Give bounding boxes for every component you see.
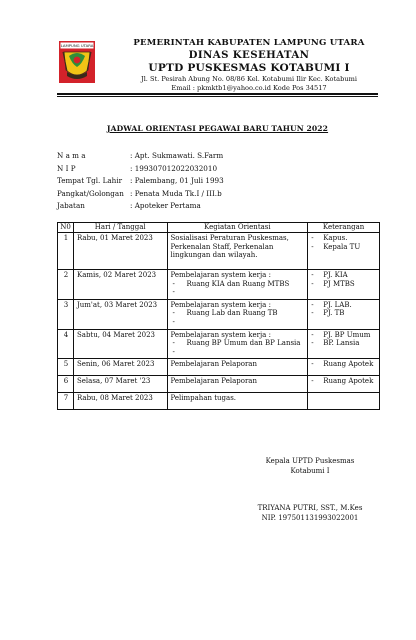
table-row: [58, 329, 380, 359]
header-rule-thin: [57, 96, 378, 97]
note-item: - Ruang Apotek: [311, 377, 374, 386]
identity-row-position: [57, 200, 378, 213]
row-activity: Pembelajaran Pelaporan: [167, 359, 308, 376]
row-notes: [308, 359, 380, 376]
letterhead: [104, 38, 394, 92]
col-header-notes: Keterangan: [308, 223, 380, 233]
letterhead-unit: UPTD PUSKESMAS KOTABUMI I: [148, 62, 350, 74]
row-no: 2: [58, 270, 74, 300]
row-no: 3: [58, 299, 74, 329]
table-row: [58, 393, 380, 410]
activity-heading: Pembelajaran system kerja :: [170, 300, 271, 309]
activity-heading: Pembelajaran system kerja :: [170, 330, 271, 339]
col-header-no: N0: [58, 223, 74, 233]
row-day: Jum'at, 03 Maret 2023: [73, 299, 167, 329]
row-notes: [308, 299, 380, 329]
identity-value: : Penata Muda Tk.I / III.b: [130, 188, 222, 198]
identity-label: Tempat Tgl. Lahir: [57, 176, 123, 186]
identity-value: : Apoteker Pertama: [130, 201, 201, 211]
activity-sub-item: -: [172, 288, 175, 297]
identity-value: : Apt. Sukmawati. S.Farm: [130, 151, 224, 160]
row-notes: [308, 393, 380, 410]
identity-label: Pangkat/Golongan: [57, 188, 124, 198]
note-item: - PJ. KIA: [311, 271, 348, 279]
identity-row-rank: [57, 188, 378, 201]
note-item: - PJ. TB: [311, 309, 345, 318]
identity-label: Jabatan: [57, 201, 85, 211]
signature-position: [250, 456, 370, 476]
table-row: [58, 270, 380, 300]
row-no: 1: [58, 233, 74, 270]
row-activity: Pembelajaran Pelaporan: [167, 376, 308, 393]
activity-heading: Pembelajaran system kerja :: [170, 271, 271, 279]
signature-position-line1: Kepala UPTD Puskesmas: [265, 457, 355, 465]
identity-label: N I P: [57, 163, 76, 173]
row-day: Kamis, 02 Maret 2023: [73, 270, 167, 300]
table-row: [58, 359, 380, 376]
row-no: 6: [58, 376, 74, 393]
row-activity: Sosialisasi Peraturan Puskesmas, Perkenalan Staff, Perkenalan lingkungan dan wilayah.: [167, 233, 308, 270]
logo-caption: LAMPUNG UTARA: [60, 43, 94, 48]
row-notes: [308, 233, 380, 270]
letterhead-agency: DINAS KESEHATAN: [188, 49, 310, 61]
row-no: 5: [58, 359, 74, 376]
table-row: [58, 233, 380, 270]
row-activity: [167, 270, 308, 300]
identity-row-name: [57, 150, 378, 163]
row-notes: [308, 376, 380, 393]
regency-logo: [58, 40, 96, 84]
note-item: - Ruang Apotek: [311, 360, 374, 369]
col-header-day: Hari / Tanggal: [73, 223, 167, 233]
identity-value: : 199307012022032010: [130, 163, 218, 173]
note-item: - BP. Lansia: [311, 339, 360, 348]
row-notes: [308, 329, 380, 359]
row-notes: [308, 270, 380, 300]
header-rule-thick: [57, 93, 378, 95]
row-activity: [167, 329, 308, 359]
activity-sub-item: - Ruang KIA dan Ruang MTBS: [172, 279, 290, 288]
row-day: Sabtu, 04 Maret 2023: [73, 329, 167, 359]
note-item: - Kapus.: [311, 234, 348, 242]
letterhead-address: Jl. St. Pesirah Abung No. 08/86 Kel. Kotabumi Ilir Kec. Kotabumi: [141, 75, 357, 83]
signature-signer: [250, 503, 370, 523]
table-header-row: [58, 223, 380, 233]
row-no: 4: [58, 329, 74, 359]
row-day: Senin, 06 Maret 2023: [73, 359, 167, 376]
row-day: Rabu, 01 Maret 2023: [73, 233, 167, 270]
table-row: [58, 376, 380, 393]
activity-sub-item: - Ruang Lab dan Ruang TB: [172, 309, 278, 318]
identity-value: : Palembang, 01 Juli 1993: [130, 176, 224, 186]
note-item: - PJ MTBS: [311, 279, 355, 288]
note-item: - PJ. BP Umum: [311, 330, 371, 339]
row-day: Selasa, 07 Maret '23: [73, 376, 167, 393]
signer-name: TRIYANA PUTRI, SST., M.Kes: [257, 504, 363, 512]
col-header-activity: Kegiatan Orientasi: [167, 223, 308, 233]
note-item: - PJ. LAB.: [311, 300, 352, 309]
identity-row-birth: [57, 175, 378, 188]
activity-sub-item: -: [172, 347, 175, 356]
signer-nip: NIP. 197501131993022001: [261, 514, 359, 522]
identity-row-nip: [57, 163, 378, 176]
letterhead-government: PEMERINTAH KABUPATEN LAMPUNG UTARA: [133, 38, 365, 48]
row-activity: Pelimpahan tugas.: [167, 393, 308, 410]
employee-identity: [57, 150, 378, 213]
table-row: [58, 299, 380, 329]
identity-label: N a m a: [57, 151, 86, 160]
activity-sub-item: - Ruang BP Umum dan BP Lansia: [172, 339, 301, 348]
note-item: - Kepala TU: [311, 242, 361, 251]
orientation-schedule-table: [57, 222, 380, 410]
activity-sub-item: -: [172, 317, 175, 326]
letterhead-contact: Email : pkmktb1@yahoo.co.id Kode Pos 34517: [171, 83, 327, 92]
row-no: 7: [58, 393, 74, 410]
row-day: Rabu, 08 Maret 2023: [73, 393, 167, 410]
row-activity: [167, 299, 308, 329]
document-title: JADWAL ORIENTASI PEGAWAI BARU TAHUN 2022: [106, 124, 329, 133]
signature-position-line2: Kotabumi I: [290, 467, 330, 475]
